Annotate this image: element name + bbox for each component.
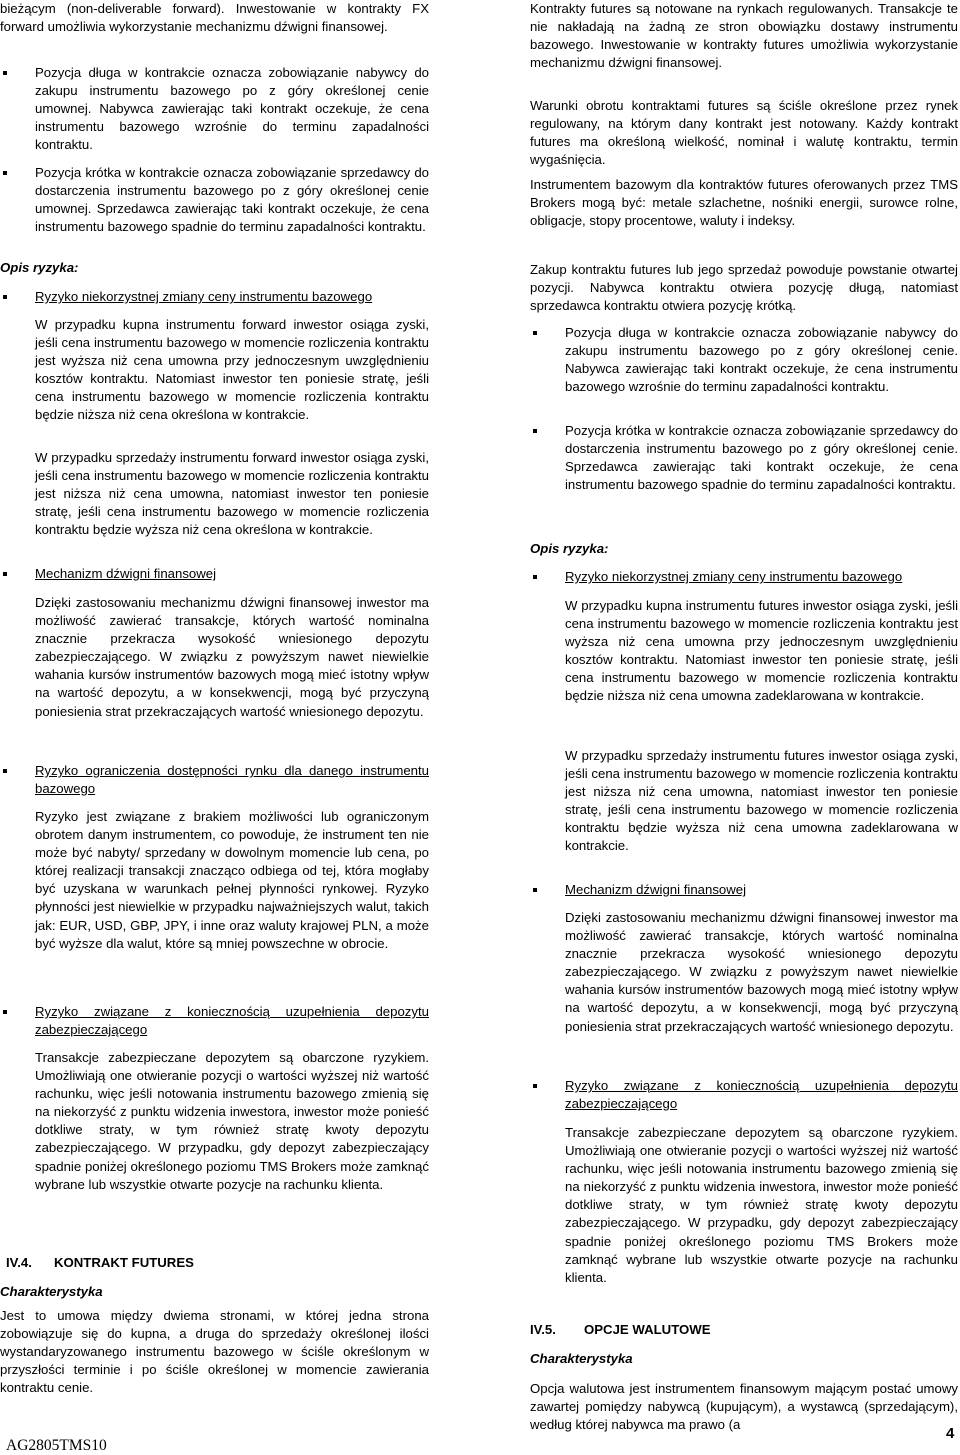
- right-intro-paragraph: Kontrakty futures są notowane na rynkach regulowanych. Transakcje te nie nakładają na żadną ze stron obowiązku dostawy instrumentu bazowego. Inwestowanie w kontrakty futures umożliwia wykorzystanie mechanizmu dźwigni finansowej.: [530, 1, 958, 71]
- right-risk1-para1: W przypadku kupna instrumentu futures inwestor osiąga zyski, jeśli cena instrumentu bazowego w momencie rozliczenia kontraktu jest wyższa niż cena umowna przy jednoczesnym uwzględnieniu kosztów kontraktu. Natomiast inwestor ten poniesie stratę, jeśli cena instrumentu bazowego w momencie rozliczenia kontraktu będzie niższa niż cena umowna zadeklarowana w kontrakcie.: [565, 598, 958, 704]
- right-bullet-long-position: Pozycja długa w kontrakcie oznacza zobowiązanie nabywcy do zakupu instrumentu bazowego po z góry określonej cenie. Nabywca zawierając taki kontrakt oczekuje, że cena instrumentu bazowego wzrośnie do terminu zapadalności kontraktu.: [530, 324, 958, 396]
- page-number: 4: [946, 1425, 955, 1442]
- footer-document-code: AG2805TMS10: [6, 1437, 107, 1454]
- right-risk2-title: Mechanizm dźwigni finansowej: [530, 881, 958, 899]
- right-risk3-title: Ryzyko związane z koniecznością uzupełnienia depozytu zabezpieczającego: [530, 1077, 958, 1113]
- right-characteristics-heading: Charakterystyka: [530, 1351, 633, 1366]
- left-risk-heading: Opis ryzyka:: [0, 260, 79, 275]
- left-bullet-short-position: Pozycja krótka w kontrakcie oznacza zobowiązanie sprzedawcy do dostarczenia instrumentu bazowego po z góry określonej cenie umownej. Sprzedawca zawierając taki kontrakt oczekuje, że cena instrumentu bazowego spadnie do terminu zapadalności kontraktu.: [0, 164, 429, 236]
- right-characteristics-para: Opcja walutowa jest instrumentem finansowym mającym postać umowy zawartej pomiędzy nabywcą (kupującym), a wystawcą (sprzedającym), według której nabywca ma prawo (a: [530, 1381, 958, 1433]
- right-risk2-para: Dzięki zastosowaniu mechanizmu dźwigni finansowej inwestor ma możliwość zawierać transakcje, których wartość nominalna znacznie przekracza wysokość wniesionego depozytu zabezpieczającego. W związku z powyższym nawet niewielkie wahania kursów instrumentów bazowych mogą mieć istotny wpływ na wartość depozytu, a w konsekwencji, mogą być przyczyną poniesienia strat przekraczających wartość wniesionego depozytu.: [565, 910, 958, 1034]
- left-risk4-title: Ryzyko związane z koniecznością uzupełnienia depozytu zabezpieczającego: [0, 1003, 429, 1039]
- left-risk2-title: Mechanizm dźwigni finansowej: [0, 565, 429, 583]
- right-open-position-paragraph: Zakup kontraktu futures lub jego sprzedaż powoduje powstanie otwartej pozycji. Nabywca kontraktu otwiera pozycję długą, natomiast sprzedawca kontraktu otwiera pozycję krótką.: [530, 262, 958, 314]
- right-trading-terms-paragraph: Warunki obrotu kontraktami futures są ściśle określone przez rynek regulowany, na którym dany kontrakt jest notowany. Każdy kontrakt futures ma określoną wielkość, nominał i walutę kontraktu, termin wygaśnięcia.: [530, 98, 958, 168]
- left-risk2-para: Dzięki zastosowaniu mechanizmu dźwigni finansowej inwestor ma możliwość zawierać transakcje, których wartość nominalna znacznie przekracza wysokość wniesionego depozytu zabezpieczającego. W związku z powyższym nawet niewielkie wahania kursów instrumentów bazowych mogą mieć istotny wpływ na wartość depozytu, a w konsekwencji, mogą być przyczyną poniesienia strat przekraczających wartość wniesionego depozytu.: [35, 595, 429, 719]
- left-bullet-long-position: Pozycja długa w kontrakcie oznacza zobowiązanie nabywcy do zakupu instrumentu bazowego po z góry określonej cenie umownej. Nabywca zawierając taki kontrakt oczekuje, że cena instrumentu bazowego wzrośnie do terminu zapadalności kontraktu.: [0, 64, 429, 154]
- left-risk4-para: Transakcje zabezpieczane depozytem są obarczone ryzykiem. Umożliwiają one otwieranie pozycji o wartości wyższej niż wartość rachunku, więc jeśli notowania instrumentu bazowego zmienią się na niekorzyść z punktu widzenia inwestora, inwestor może ponieść dotkliwe straty, w tym również stratę kwoty depozytu zabezpieczającego. W przypadku, gdy depozyt zabezpieczający spadnie poniżej określonego poziomu TMS Brokers może zamknąć wybrane lub wszystkie otwarte pozycje na rachunku klienta.: [35, 1050, 429, 1192]
- right-risk3-para: Transakcje zabezpieczane depozytem są obarczone ryzykiem. Umożliwiają one otwieranie pozycji o wartości wyższej niż wartość rachunku, więc jeśli notowania instrumentu bazowego zmienią się na niekorzyść z punktu widzenia inwestora, inwestor może ponieść dotkliwe straty, w tym również stratę kwoty depozytu zabezpieczającego. W przypadku, gdy depozyt zabezpieczający spadnie poniżej określonego poziomu TMS Brokers może zamknąć wybrane lub wszystkie otwarte pozycje na rachunku klienta.: [565, 1125, 958, 1285]
- right-risk-heading: Opis ryzyka:: [530, 541, 609, 556]
- left-characteristics-para: Jest to umowa między dwiema stronami, w której jedna strona zobowiązuje się do kupna, a druga do sprzedaży określonej ilości wystandaryzowanego instrumentu bazowego w ściśle określonym w przyszłości terminie i po ściśle określonej w momencie zawierania kontraktu cenie.: [0, 1308, 429, 1396]
- left-risk1-title: Ryzyko niekorzystnej zmiany ceny instrumentu bazowego: [0, 288, 429, 306]
- left-intro-paragraph: bieżącym (non-deliverable forward). Inwestowanie w kontrakty FX forward umożliwia wykorzystanie mechanizmu dźwigni finansowej.: [0, 1, 429, 35]
- right-section-heading: IV.5. OPCJE WALUTOWE: [530, 1322, 711, 1337]
- right-risk1-title: Ryzyko niekorzystnej zmiany ceny instrumentu bazowego: [530, 568, 958, 586]
- right-risk1-para2: W przypadku sprzedaży instrumentu futures inwestor osiąga zyski, jeśli cena instrumentu bazowego w momencie rozliczenia kontraktu jest niższa niż cena umowna, natomiast inwestor ten poniesie stratę, jeśli cena instrumentu bazowego w momencie rozliczenia kontraktu będzie wyższa niż cena umowna zadeklarowana w kontrakcie.: [565, 748, 958, 854]
- right-underlying-paragraph: Instrumentem bazowym dla kontraktów futures oferowanych przez TMS Brokers mogą być: metale szlachetne, nośniki energii, surowce rolne, obligacje, stopy procentowe, waluty i indeksy.: [530, 177, 958, 229]
- left-risk1-para2: W przypadku sprzedaży instrumentu forward inwestor osiąga zyski, jeśli cena instrumentu bazowego w momencie rozliczenia kontraktu jest niższa niż cena umowna, natomiast inwestor ten poniesie stratę, jeśli cena instrumentu bazowego w momencie rozliczenia kontraktu będzie wyższa niż cena określona w kontrakcie.: [35, 450, 429, 538]
- left-risk3-para: Ryzyko jest związane z brakiem możliwości lub ograniczonym obrotem danym instrumentem, co powoduje, że instrument ten nie może być nabyty/ sprzedany w dowolnym momencie lub cena, po której realizacji transakcji znacząco odbiega od tej, która mogłaby być uzyskana w warunkach pełnej płynności rynkowej. Ryzyko płynności jest niewielkie w przypadku najważniejszych walut, takich jak: EUR, USD, GBP, JPY, i inne oraz waluty krajowej PLN, a może być wyższe dla walut, które są mniej powszechne w obrocie.: [35, 809, 429, 951]
- right-bullet-short-position: Pozycja krótka w kontrakcie oznacza zobowiązanie sprzedawcy do dostarczenia instrumentu bazowego po z góry określonej cenie. Sprzedawca zawierając taki kontrakt oczekuje, że cena instrumentu bazowego spadnie do terminu zapadalności kontraktu.: [530, 422, 958, 494]
- left-characteristics-heading: Charakterystyka: [0, 1284, 103, 1299]
- left-risk1-para1: W przypadku kupna instrumentu forward inwestor osiąga zyski, jeśli cena instrumentu bazowego w momencie rozliczenia kontraktu jest wyższa niż cena umowna przy jednoczesnym uwzględnieniu kosztów kontraktu. Natomiast inwestor ten poniesie stratę, jeśli cena instrumentu bazowego w momencie rozliczenia kontraktu będzie niższa niż cena określona w kontrakcie.: [35, 317, 429, 423]
- left-section-heading: IV.4. KONTRAKT FUTURES: [6, 1255, 194, 1270]
- left-risk3-title: Ryzyko ograniczenia dostępności rynku dla danego instrumentu bazowego: [0, 762, 429, 798]
